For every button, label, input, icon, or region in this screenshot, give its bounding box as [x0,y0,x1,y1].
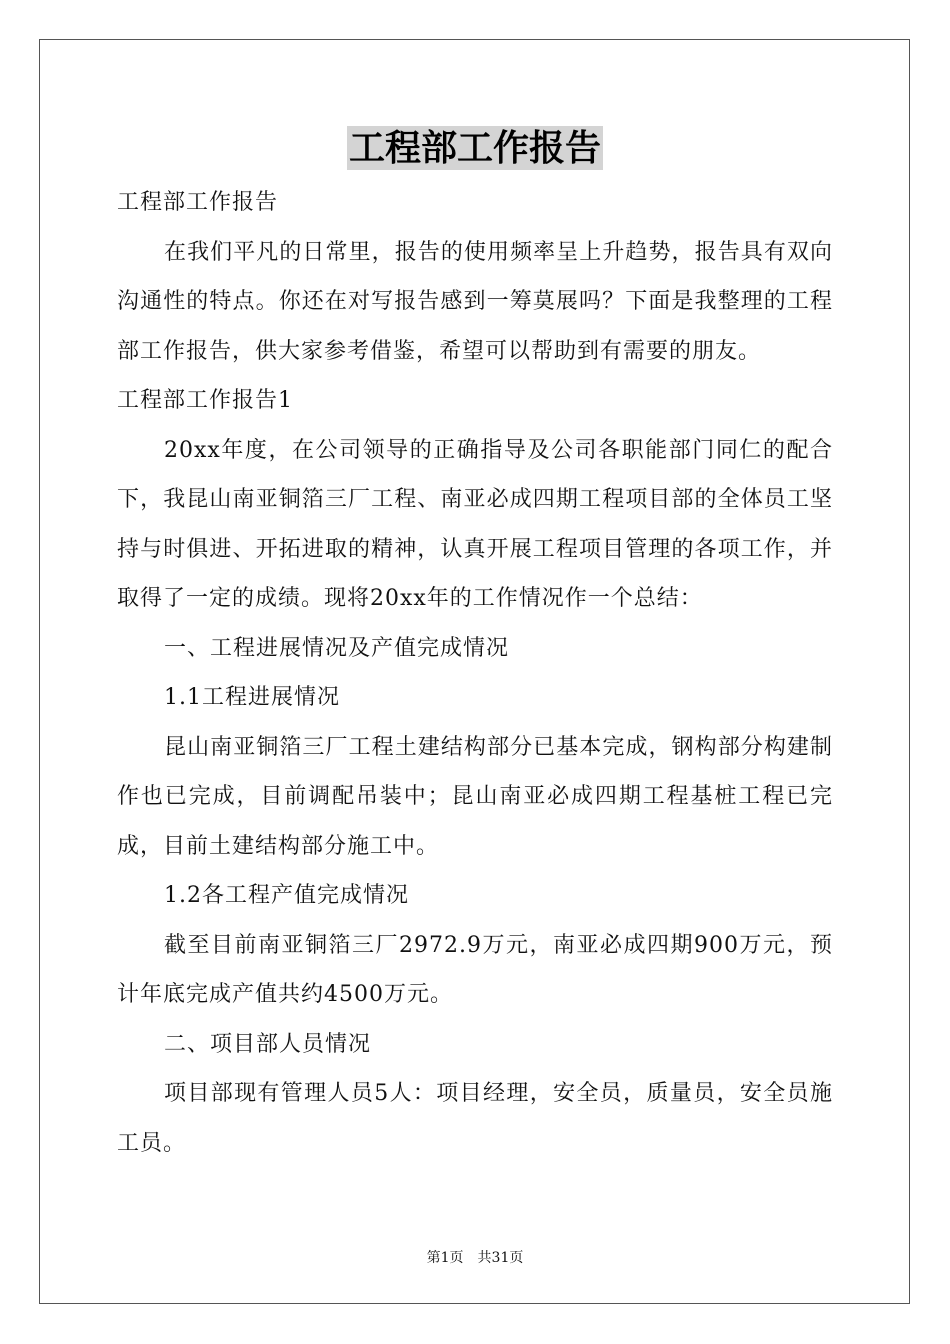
page-footer [0,1248,950,1268]
paragraph: 1.1工程进展情况 [164,685,340,710]
paragraph: 在我们平凡的日常里，报告的使用频率呈上升趋势，报告具有双向沟通性的特点。你还在对写报告感到一筹莫展吗？下面是我整理的工程部工作报告，供大家参考借鉴，希望可以帮助到有需要的朋友。 [117,239,833,364]
page-number: 第1页 [426,1250,464,1266]
paragraph: 昆山南亚铜箔三厂工程土建结构部分已基本完成，钢构部分构建制作也已完成，目前调配吊装中；昆山南亚必成四期工程基桩工程已完成，目前土建结构部分施工中。 [117,734,833,859]
paragraph: 1.2各工程产值完成情况 [164,883,409,908]
paragraph: 一、工程进展情况及产值完成情况 [164,635,510,661]
paragraph: 截至目前南亚铜箔三厂2972.9万元，南亚必成四期900万元，预计年底完成产值共约4500万元。 [117,932,833,1007]
paragraph: 二、项目部人员情况 [164,1031,372,1057]
paragraph: 工程部工作报告 [117,190,279,215]
document-title [0,126,950,177]
page-total: 共31页 [477,1250,524,1266]
paragraph: 20xx年度，在公司领导的正确指导及公司各职能部门同仁的配合下，我昆山南亚铜箔三厂工程、南亚必成四期工程项目部的全体员工坚持与时俱进、开拓进取的精神，认真开展工程项目管理的各项工作，并取得了一定的成绩。现将20xx年的工作情况作一个总结： [117,437,833,611]
paragraph: 项目部现有管理人员5人：项目经理，安全员，质量员，安全员施工员。 [117,1081,833,1156]
document-title-text: 工程部工作报告 [348,127,601,169]
paragraph: 工程部工作报告1 [117,388,293,413]
document-body [117,178,833,1168]
